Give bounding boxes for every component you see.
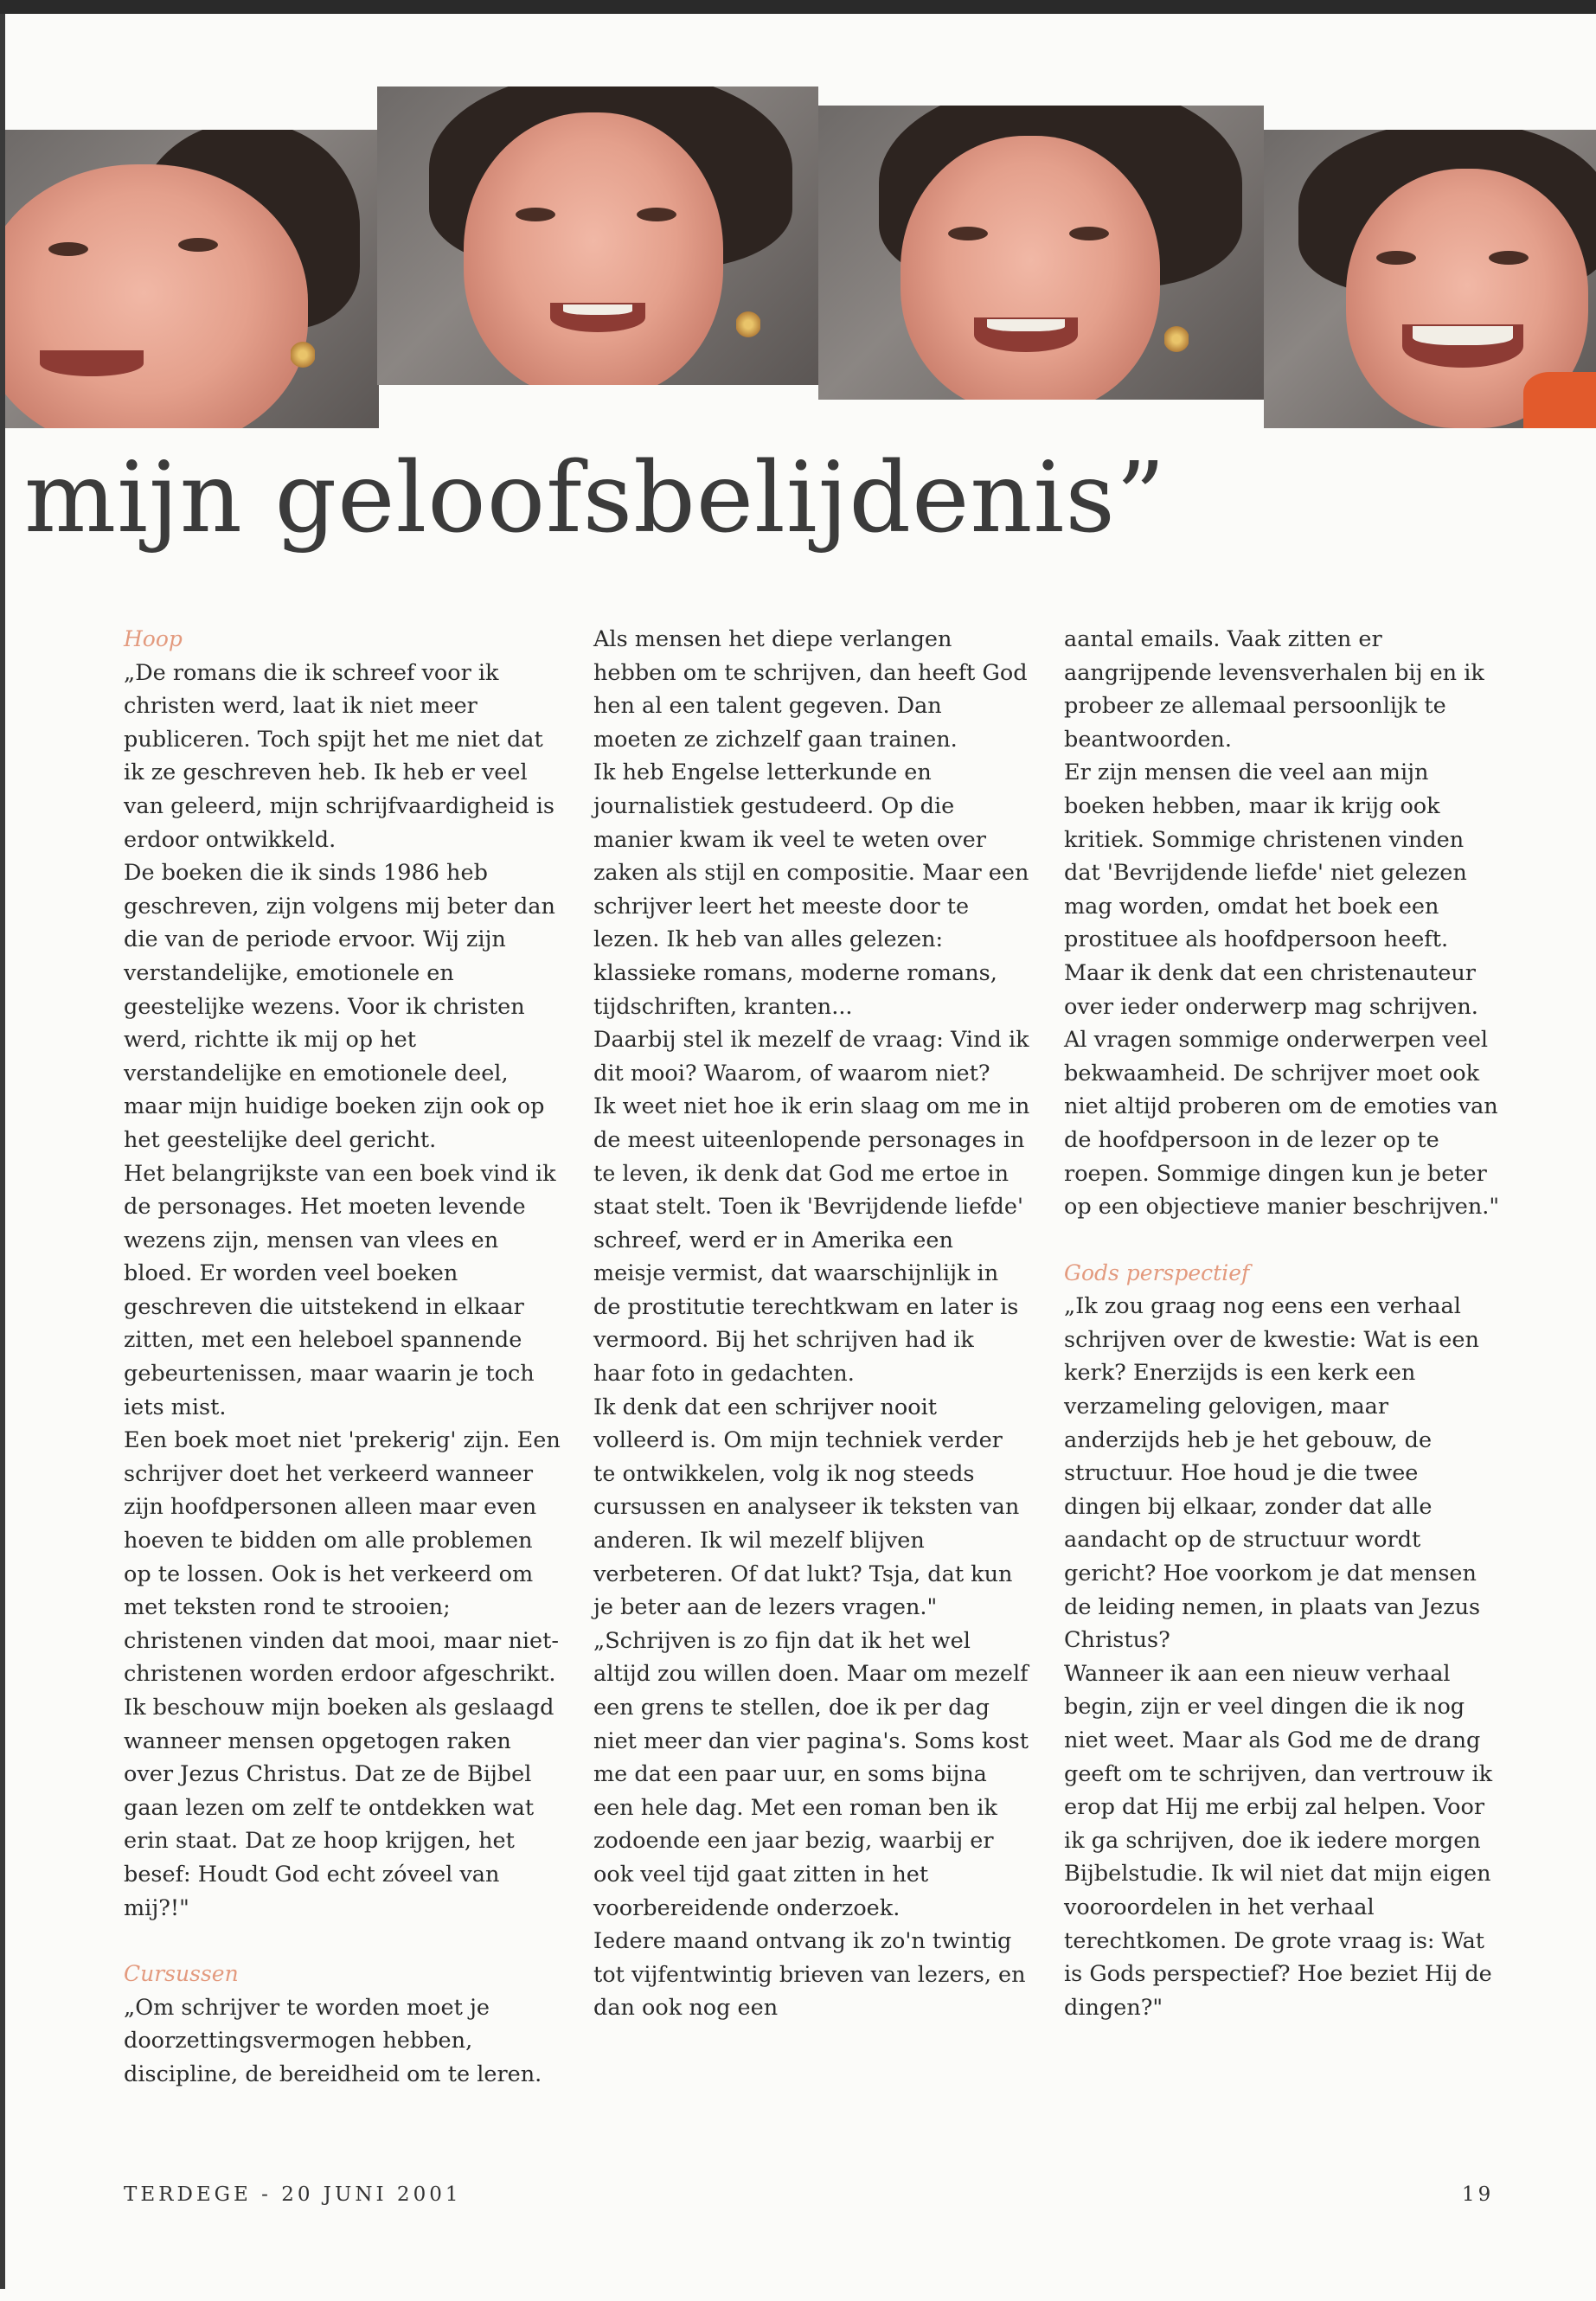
portrait-photo-2 [377, 87, 818, 385]
text-column-2 [593, 623, 1030, 2025]
top-border [0, 0, 1596, 14]
portrait-photo-3 [818, 106, 1264, 400]
text-column-1 [124, 623, 561, 2092]
earring-icon [1164, 322, 1189, 356]
paragraph: Iedere maand ontvang ik zo'n twintig tot vijfentwintig brieven van lezers, en dan ook nog een [593, 1928, 1026, 2022]
portrait-photo-4 [1264, 130, 1596, 428]
page-number: 19 [1462, 2183, 1495, 2206]
paragraph: Als mensen het diepe verlangen hebben om te schrijven, dan heeft God hen al een talent gegeven. Dan moeten ze zichzelf gaan trainen. [593, 626, 1028, 753]
page-title: mijn geloofsbelijdenis” [24, 442, 1167, 554]
paragraph: aantal emails. Vaak zitten er aangrijpende levensverhalen bij en ik probeer ze allemaal persoonlijk te beantwoorden. [1064, 626, 1484, 753]
paragraph: „Ik zou graag nog eens een verhaal schrijven over de kwestie: Wat is een kerk? Enerzijds is een kerk een verzameling gelovigen, maar anderzijds heb je het gebouw, de structuur. Hoe houd je die twee dingen bij elkaar, zonder dat alle aandacht op de structuur wordt gericht? Hoe voorkom je dat mensen de leiding nemen, in plaats van Jezus Christus? [1064, 1293, 1481, 1654]
paragraph: Daarbij stel ik mezelf de vraag: Vind ik dit mooi? Waarom, of waarom niet? [593, 1027, 1029, 1086]
face-icon [901, 136, 1160, 400]
paragraph: Ik weet niet hoe ik erin slaag om me in de meest uiteenlopende personages in te leven, ik denk dat God me ertoe in staat stelt. Toen ik 'Bevrijdende liefde' schreef, werd er in Amerika een meisje vermist, dat waarschijnlijk in de prostitutie terechtkwam en later is vermoord. Bij het schrijven had ik haar foto in gedachten. [593, 1093, 1030, 1388]
earring-icon [736, 307, 760, 342]
text-column-3 [1064, 623, 1501, 2024]
paragraph: „De romans die ik schreef voor ik christen werd, laat ik niet meer publiceren. Toch spijt het me niet dat ik ze geschreven heb. Ik heb er veel van geleerd, mijn schrijfvaardigheid is erdoor ontwikkeld. [124, 659, 555, 853]
paragraph: De boeken die ik sinds 1986 heb geschreven, zijn volgens mij beter dan die van de periode ervoor. Wij zijn verstandelijke, emotionele en geestelijke wezens. Voor ik christen werd, richtte ik mij op het verstandelijke en emotionele deel, maar mijn huidige boeken zijn ook op het geestelijke deel gericht. [124, 860, 555, 1153]
paragraph: „Om schrijver te worden moet je doorzettingsvermogen hebben, discipline, de bereidheid om te leren. [124, 1994, 542, 2087]
subheading-hoop: Hoop [124, 626, 183, 651]
footer-publication: TERDEGE - 20 JUNI 2001 [124, 2183, 462, 2206]
subheading-cursussen: Cursussen [124, 1961, 239, 1987]
face-icon [464, 112, 723, 385]
paragraph: Het belangrijkste van een boek vind ik de personages. Het moeten levende wezens zijn, mensen van vlees en bloed. Er worden veel boeken geschreven die uitstekend in elkaar zitten, met een heleboel spannende gebeurtenissen, maar waarin je toch iets mist. [124, 1160, 556, 1420]
paragraph: Er zijn mensen die veel aan mijn boeken hebben, maar ik krijg ook kritiek. Sommige christenen vinden dat 'Bevrijdende liefde' niet gelezen mag worden, omdat het boek een prostituee als hoofdpersoon heeft. Maar ik denk dat een christenauteur over ieder onderwerp mag schrijven. Al vragen sommige onderwerpen veel bekwaamheid. De schrijver moet ook niet altijd proberen om de emoties van de hoofdpersoon in de lezer op te roepen. Sommige dingen kun je beter op een objectieve manier beschrijven." [1064, 760, 1500, 1221]
paragraph: „Schrijven is zo fijn dat ik het wel altijd zou willen doen. Maar om mezelf een grens te stellen, doe ik per dag niet meer dan vier pagina's. Soms kost me dat een paar uur, en soms bijna een hele dag. Met een roman ben ik zodoende een jaar bezig, waarbij er ook veel tijd gaat zitten in het voorbereidende onderzoek. [593, 1627, 1029, 1921]
paragraph: Wanneer ik aan een nieuw verhaal begin, zijn er veel dingen die ik nog niet weet. Maar als God me de drang geeft om te schrijven, dan vertrouw ik erop dat Hij me erbij zal helpen. Voor ik ga schrijven, doe ik iedere morgen Bijbelstudie. Ik wil niet dat mijn eigen vooroordelen in het verhaal terechtkomen. De grote vraag is: Wat is Gods perspectief? Hoe beziet Hij de dingen?" [1064, 1660, 1493, 2021]
paragraph: Ik heb Engelse letterkunde en journalistiek gestudeerd. Op die manier kwam ik veel te weten over zaken als stijl en compositie. Maar een schrijver leert het meeste door te lezen. Ik heb van alles gelezen: klassieke romans, moderne romans, tijdschriften, kranten... [593, 760, 1029, 1020]
subheading-gods-perspectief: Gods perspectief [1064, 1259, 1250, 1285]
portrait-photo-1 [5, 130, 379, 428]
paragraph: Een boek moet niet 'prekerig' zijn. Een schrijver doet het verkeerd wanneer zijn hoofdpersonen alleen maar even hoeven te bidden om alle problemen op te lossen. Ook is het verkeerd om met teksten rond te strooien; christenen vinden dat mooi, maar niet-christenen worden erdoor afgeschrikt. Ik beschouw mijn boeken als geslaagd wanneer mensen opgetogen raken over Jezus Christus. Dat ze de Bijbel gaan lezen om zelf te ontdekken wat erin staat. Dat ze hoop krijgen, het besef: Houdt God echt zóveel van mij?!" [124, 1427, 561, 1921]
earring-icon [291, 337, 315, 372]
paragraph: Ik denk dat een schrijver nooit volleerd is. Om mijn techniek verder te ontwikkelen, volg ik nog steeds cursussen en analyseer ik teksten van anderen. Ik wil mezelf blijven verbeteren. Of dat lukt? Tsja, dat kun je beter aan de lezers vragen." [593, 1394, 1020, 1621]
